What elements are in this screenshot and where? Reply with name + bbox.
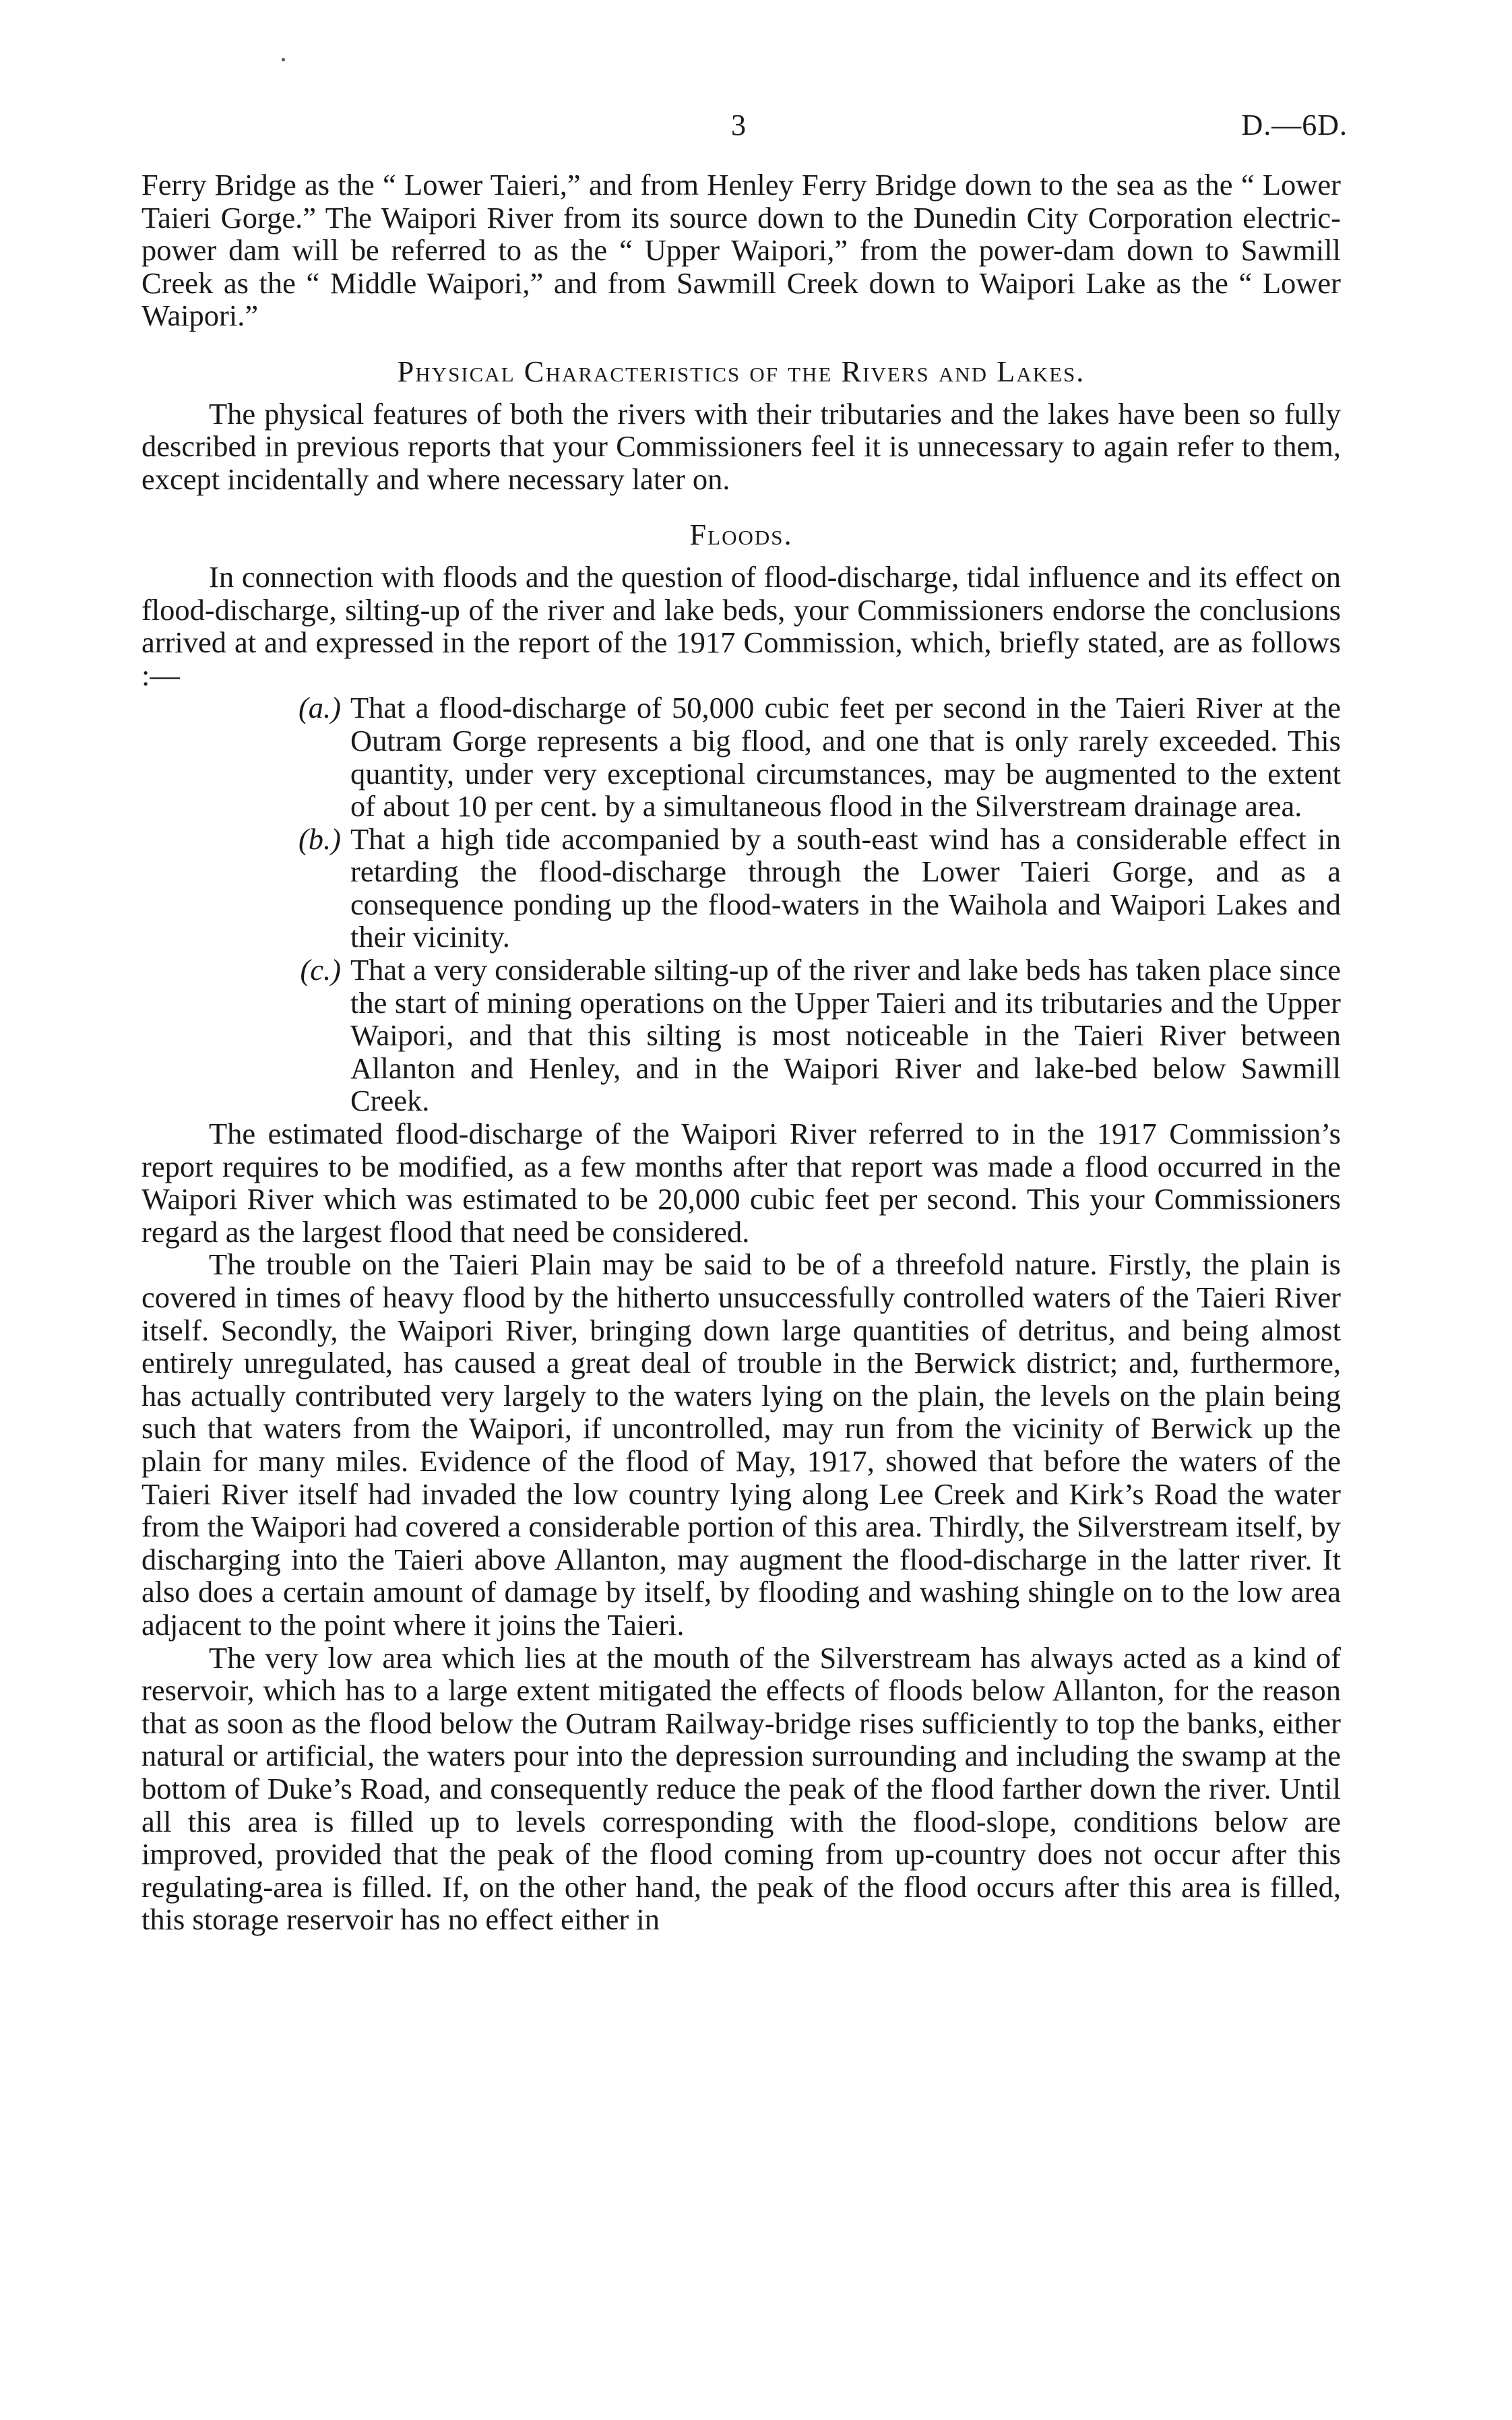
list-item: [141, 954, 1341, 1117]
section-heading-floods: Floods.: [689, 518, 793, 552]
list-item: [141, 691, 1341, 822]
document-reference: D.—6D.: [1241, 108, 1348, 142]
low-area-paragraph: The very low area which lies at the mouth of the Silverstream has always acted as a kind of reservoir, which has to a large extent mitigated the effects of floods below Allanton, for the reason that as soon as the flood below the Outram Railway-bridge rises sufficiently to top the banks, either natural or artificial, the waters pour into the depression surrounding and including the swamp at the bottom of Duke’s Road, and consequently reduce the peak of the flood farther down the river. Until all this area is filled up to levels corresponding with the flood-slope, conditions below are improved, provided that the peak of the flood coming from up-country does not occur after this regulating-area is filled. If, on the other hand, the peak of the flood occurs after this area is filled, this storage reservoir has no effect either in: [141, 1640, 1341, 1937]
list-item-text: That a very considerable silting-up of the river and lake beds has taken place since the start of mining operations on the Upper Taieri and its tributaries and the Upper Waipori, and that this silting is most noticeable in the Taieri River between Allanton and Henley, and in the Waipori River and lake-bed below Sawmill Creek.: [350, 953, 1341, 1118]
list-item-label: (a.): [298, 691, 341, 725]
list-item-label: (b.): [298, 821, 341, 856]
list-item-text: That a high tide accompanied by a south-east wind has a considerable effect in retarding the flood-discharge through the Lower Taieri Gorge, and as a consequence ponding up the flood-waters in the Waihola and Waipori Lakes and their vicinity.: [350, 821, 1341, 954]
section-heading-physical: Physical Characteristics of the Rivers and Lakes.: [397, 354, 1085, 388]
list-item-text: That a flood-discharge of 50,000 cubic feet per second in the Taieri River at the Outram Gorge represents a big flood, and one that is only rarely exceeded. This quantity, under very exceptional circumstances, may be augmented to the extent of about 10 per cent. by a simultaneous flood in the Silverstream drainage area.: [350, 691, 1341, 824]
physical-paragraph: The physical features of both the rivers with their tributaries and the lakes have been so fully described in previous reports that your Commissioners feel it is unnecessary to again refer to them, except incidentally and where necessary later on.: [141, 396, 1341, 496]
scan-speck: [282, 58, 285, 61]
estimated-paragraph: The estimated flood-discharge of the Waipori River referred to in the 1917 Commission’s report requires to be modified, as a few months after that report was made a flood occurred in the Waipori River which was estimated to be 20,000 cubic feet per second. This your Commissioners regard as the largest flood that need be considered.: [141, 1117, 1341, 1249]
trouble-paragraph: The trouble on the Taieri Plain may be said to be of a threefold nature. Firstly, the plain is covered in times of heavy flood by the hitherto unsuccessfully controlled waters of the Taieri River itself. Secondly, the Waipori River, bringing down large quantities of detritus, and being almost entirely unregulated, has caused a great deal of trouble in the Berwick district; and, furthermore, has actually contributed very largely to the waters lying on the plain, the levels on the plain being such that waters from the Waipori, if uncontrolled, may run from the vicinity of Berwick up the plain for many miles. Evidence of the flood of May, 1917, showed that before the waters of the Taieri River itself had invaded the low country lying along Lee Creek and Kirk’s Road the water from the Waipori had covered a considerable portion of this area. Thirdly, the Silverstream itself, by discharging into the Taieri above Allanton, may augment the flood-discharge in the latter river. It also does a certain amount of damage by itself, by flooding and washing shingle on to the low area adjacent to the point where it joins the Taieri.: [141, 1247, 1341, 1642]
conclusions-list: [141, 691, 1341, 1117]
intro-paragraph: Ferry Bridge as the “ Lower Taieri,” and from Henley Ferry Bridge down to the sea as the “ Lower Taieri Gorge.” The Waipori River from its source down to the Dunedin City Corporation electric-power dam will be referred to as the “ Upper Waipori,” from the power-dam down to Sawmill Creek as the “ Middle Waipori,” and from Sawmill Creek down to Waipori Lake as the “ Lower Waipori.”: [141, 168, 1341, 333]
body-text: [141, 168, 1341, 1936]
floods-intro-paragraph: In connection with floods and the question of flood-discharge, tidal influence and its effect on flood-discharge, silting-up of the river and lake beds, your Commissioners endorse the conclusions arrived at and expressed in the report of the 1917 Commission, which, briefly stated, are as follows :—: [141, 559, 1341, 692]
list-item-label: (c.): [300, 953, 341, 987]
list-item: [141, 823, 1341, 954]
page-number: 3: [731, 108, 746, 142]
